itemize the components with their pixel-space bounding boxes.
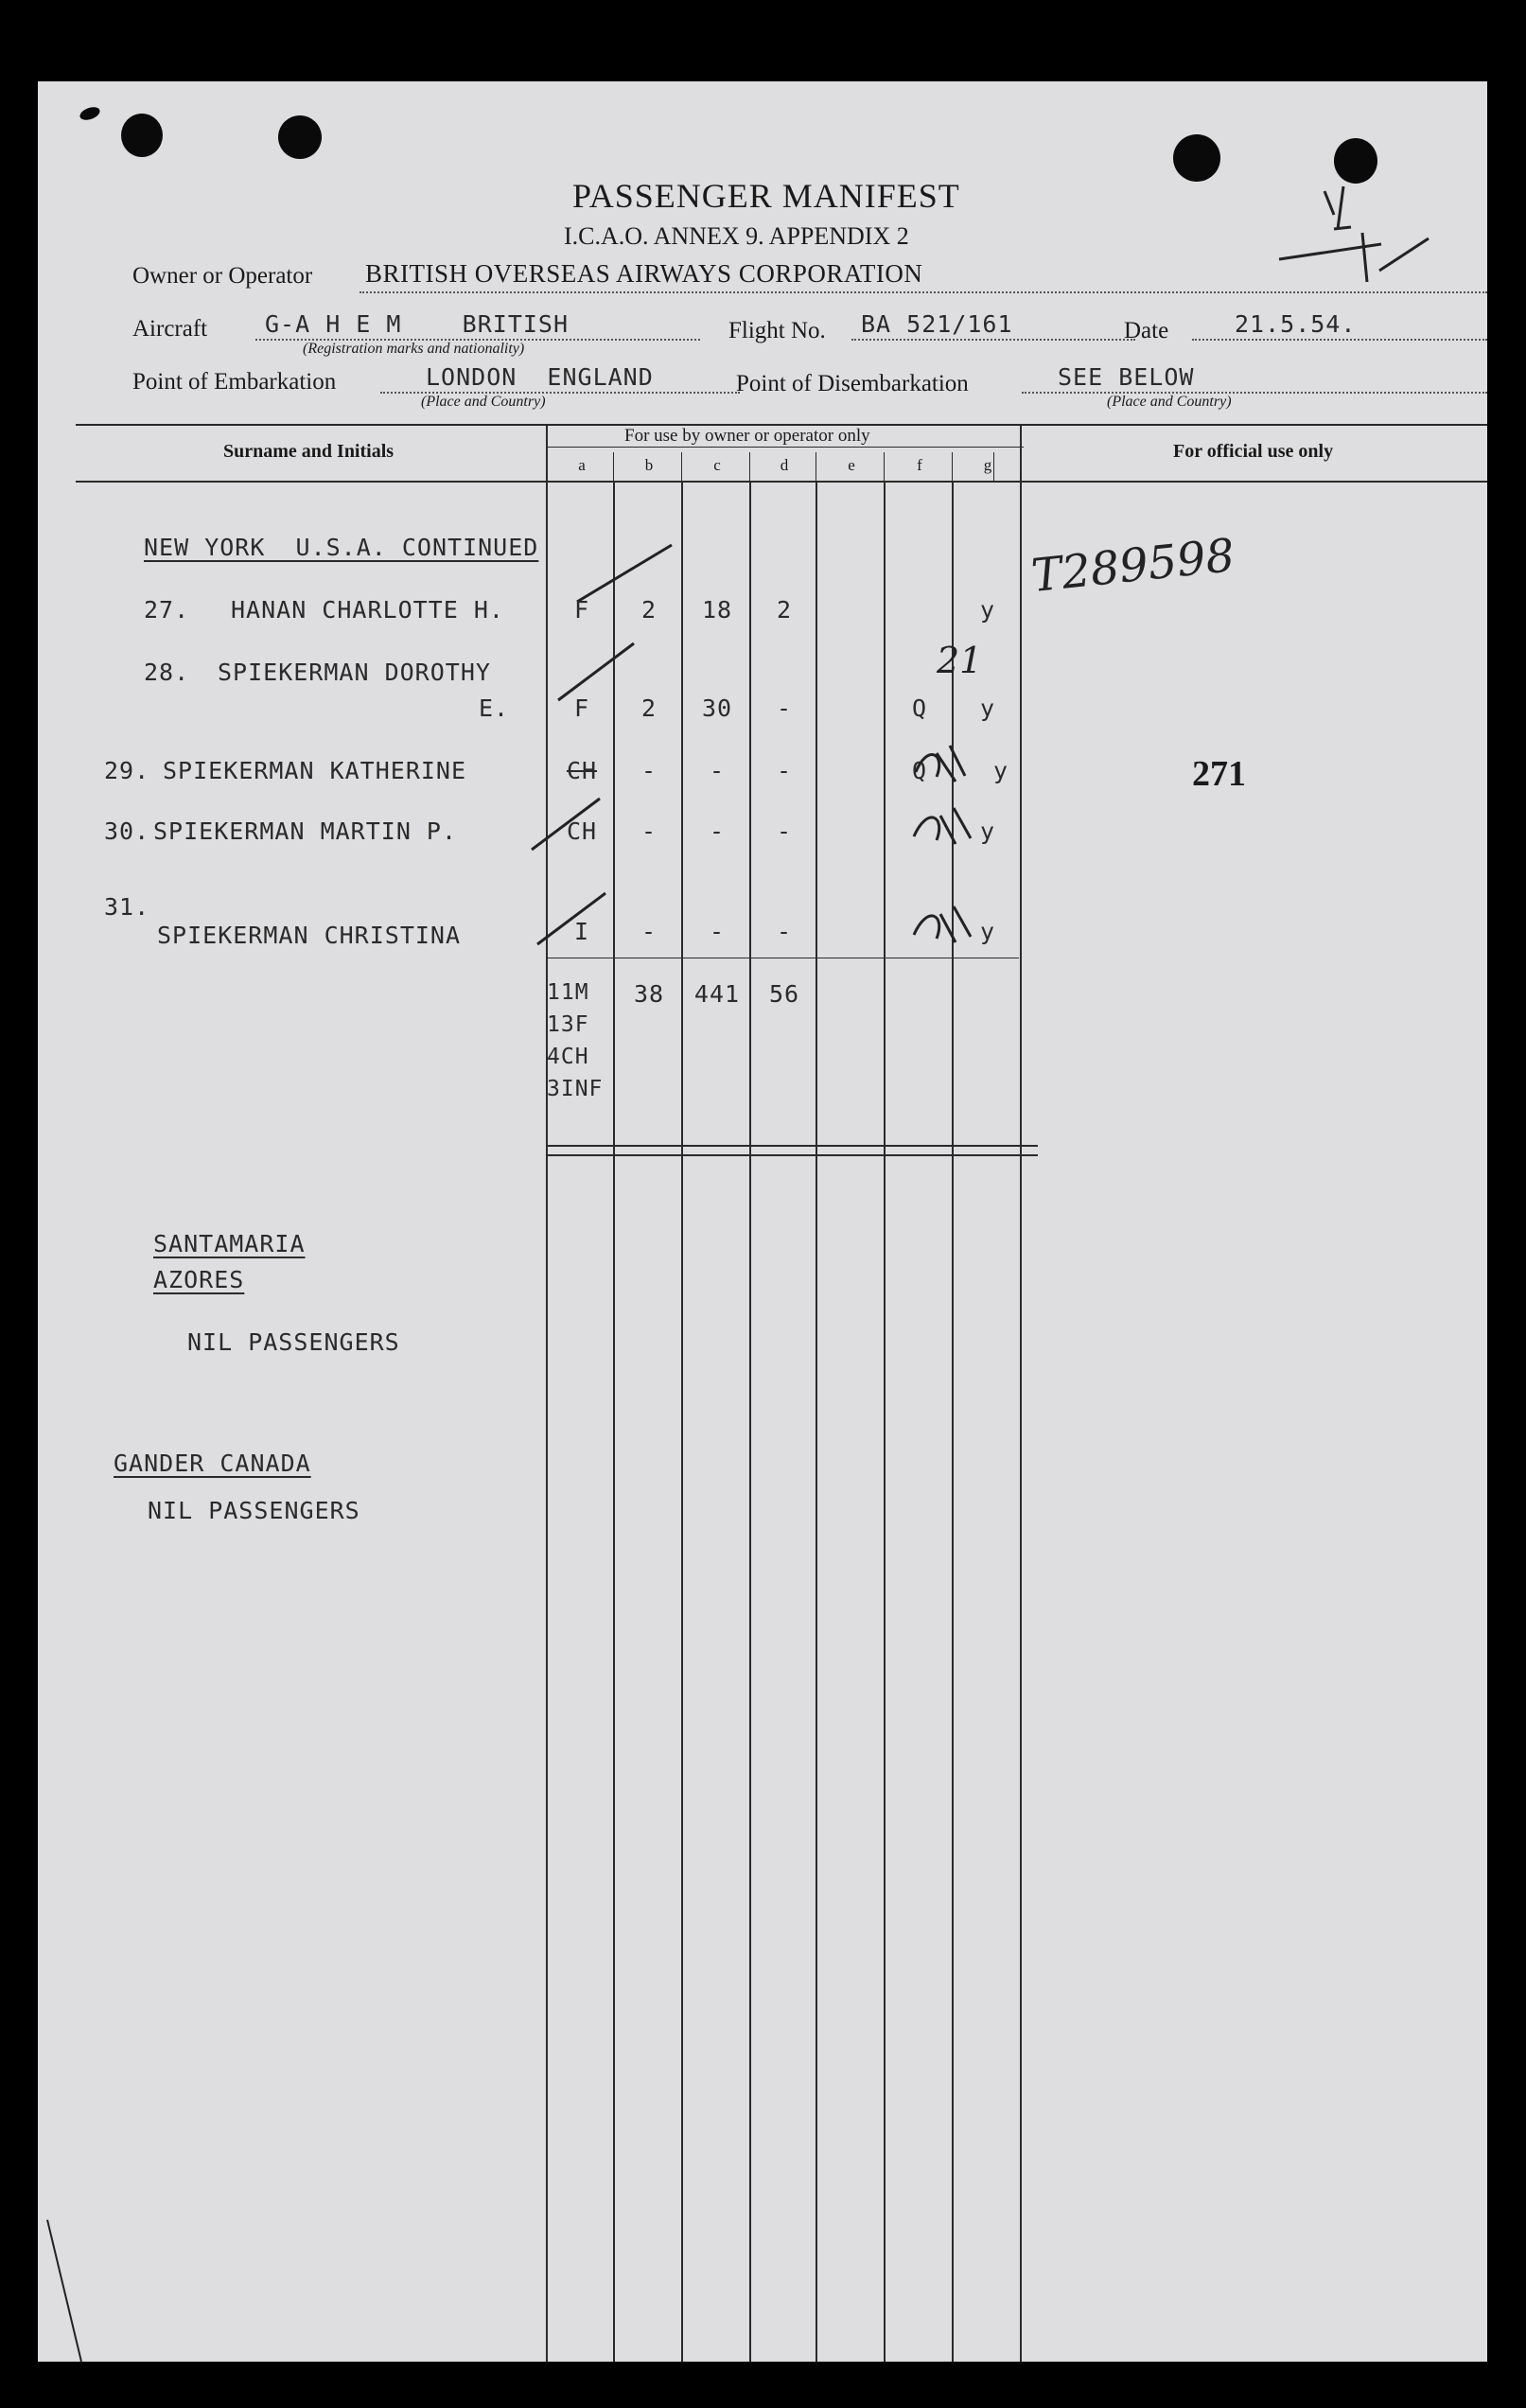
col-c: c xyxy=(713,456,721,474)
row-28-b: 2 xyxy=(640,694,658,722)
row-28-c: 30 xyxy=(701,694,733,722)
row-30-a: CH xyxy=(566,817,598,845)
row-31-g: y xyxy=(979,918,996,945)
row-29-c: - xyxy=(709,757,726,784)
row-27-g: y xyxy=(979,596,996,624)
manifest-title: PASSENGER MANIFEST xyxy=(572,177,960,215)
row-28-num: 28. xyxy=(144,659,190,686)
handwritten-initials xyxy=(1268,172,1476,295)
row-28-name2: E. xyxy=(479,694,510,722)
row-27-d: 2 xyxy=(776,596,793,624)
official-use-header: For official use only xyxy=(1173,441,1334,462)
section-santamaria-note: NIL PASSENGERS xyxy=(187,1328,400,1356)
row-31-b: - xyxy=(640,918,658,945)
row-31-c: - xyxy=(709,918,726,945)
row-28-f: Q xyxy=(911,694,928,722)
col-g: g xyxy=(983,456,992,474)
edge-line xyxy=(38,2220,95,2362)
section-santamaria-line2: AZORES xyxy=(153,1266,245,1293)
row-30-d: - xyxy=(776,817,793,845)
section-gander: GANDER CANADA xyxy=(114,1450,311,1477)
owner-value: BRITISH OVERSEAS AIRWAYS CORPORATION xyxy=(365,259,923,288)
surname-header: Surname and Initials xyxy=(223,441,395,462)
handwritten-ref: T289598 xyxy=(1028,528,1237,604)
row-31-a: I xyxy=(573,918,590,945)
disembark-caption: (Place and Country) xyxy=(1107,394,1232,410)
row-29-a: CH xyxy=(566,757,598,784)
handwritten-ditto xyxy=(908,734,974,791)
row-27-a: F xyxy=(573,596,590,624)
manifest-page xyxy=(38,81,1487,2362)
handwritten-21: 21 xyxy=(937,640,983,681)
row-28-g: y xyxy=(979,694,996,722)
col-b: b xyxy=(644,456,654,474)
row-27-name: HANAN CHARLOTTE H. xyxy=(231,596,504,624)
row-29-num: 29. xyxy=(104,757,150,784)
row-31-num: 31. xyxy=(104,893,150,921)
manifest-subtitle: I.C.A.O. ANNEX 9. APPENDIX 2 xyxy=(564,222,909,250)
ink-mark xyxy=(79,105,102,123)
embark-value: LONDON ENGLAND xyxy=(426,363,654,391)
row-29-b: - xyxy=(640,757,658,784)
row-30-b: - xyxy=(640,817,658,845)
row-31-name: SPIEKERMAN CHRISTINA xyxy=(157,922,462,949)
total-a-male: 11M xyxy=(547,980,589,1005)
flight-label: Flight No. xyxy=(728,318,826,343)
row-27-c: 18 xyxy=(701,596,733,624)
row-29-f: Q xyxy=(911,757,928,784)
owner-label: Owner or Operator xyxy=(132,263,313,289)
section-new-york: NEW YORK U.S.A. CONTINUED xyxy=(144,534,539,561)
row-30-name: SPIEKERMAN MARTIN P. xyxy=(153,817,458,845)
row-28-d: - xyxy=(776,694,793,722)
disembark-label: Point of Disembarkation xyxy=(736,371,969,396)
total-c: 441 xyxy=(693,980,741,1008)
punch-hole-left xyxy=(121,114,163,157)
row-29-g: y xyxy=(992,757,1009,784)
total-d: 56 xyxy=(768,980,800,1008)
row-30-num: 30. xyxy=(104,817,150,845)
row-28-name: SPIEKERMAN DOROTHY xyxy=(218,659,491,686)
stamp-number: 271 xyxy=(1192,754,1246,794)
row-30-c: - xyxy=(709,817,726,845)
section-gander-note: NIL PASSENGERS xyxy=(148,1497,360,1524)
owner-use-header: For use by owner or operator only xyxy=(624,426,870,446)
embark-caption: (Place and Country) xyxy=(421,394,546,410)
handwritten-ditto xyxy=(908,895,984,952)
total-a-child: 4CH xyxy=(547,1045,589,1069)
row-31-d: - xyxy=(776,918,793,945)
date-value: 21.5.54. xyxy=(1235,310,1357,338)
section-santamaria-line1: SANTAMARIA xyxy=(153,1230,306,1257)
row-27-num: 27. xyxy=(144,596,190,624)
flight-value: BA 521/161 xyxy=(861,310,1013,338)
aircraft-caption: (Registration marks and nationality) xyxy=(303,341,525,357)
aircraft-label: Aircraft xyxy=(132,316,208,342)
total-a-female: 13F xyxy=(547,1012,589,1037)
row-28-a: F xyxy=(573,694,590,722)
row-29-d: - xyxy=(776,757,793,784)
aircraft-value: G-A H E M BRITISH xyxy=(265,310,570,338)
row-30-g: y xyxy=(979,817,996,845)
row-27-b: 2 xyxy=(640,596,658,624)
col-d: d xyxy=(780,456,789,474)
total-b: 38 xyxy=(633,980,665,1008)
row-29-name: SPIEKERMAN KATHERINE xyxy=(163,757,467,784)
col-e: e xyxy=(848,456,855,474)
handwritten-ditto xyxy=(908,797,984,853)
col-f: f xyxy=(917,456,922,474)
total-a-infant: 3INF xyxy=(547,1077,604,1101)
punch-hole-right xyxy=(1173,134,1220,182)
disembark-value: SEE BELOW xyxy=(1058,363,1195,391)
punch-hole-left-2 xyxy=(278,115,322,159)
embark-label: Point of Embarkation xyxy=(132,369,337,395)
col-a: a xyxy=(578,456,586,474)
date-label: Date xyxy=(1124,318,1169,343)
